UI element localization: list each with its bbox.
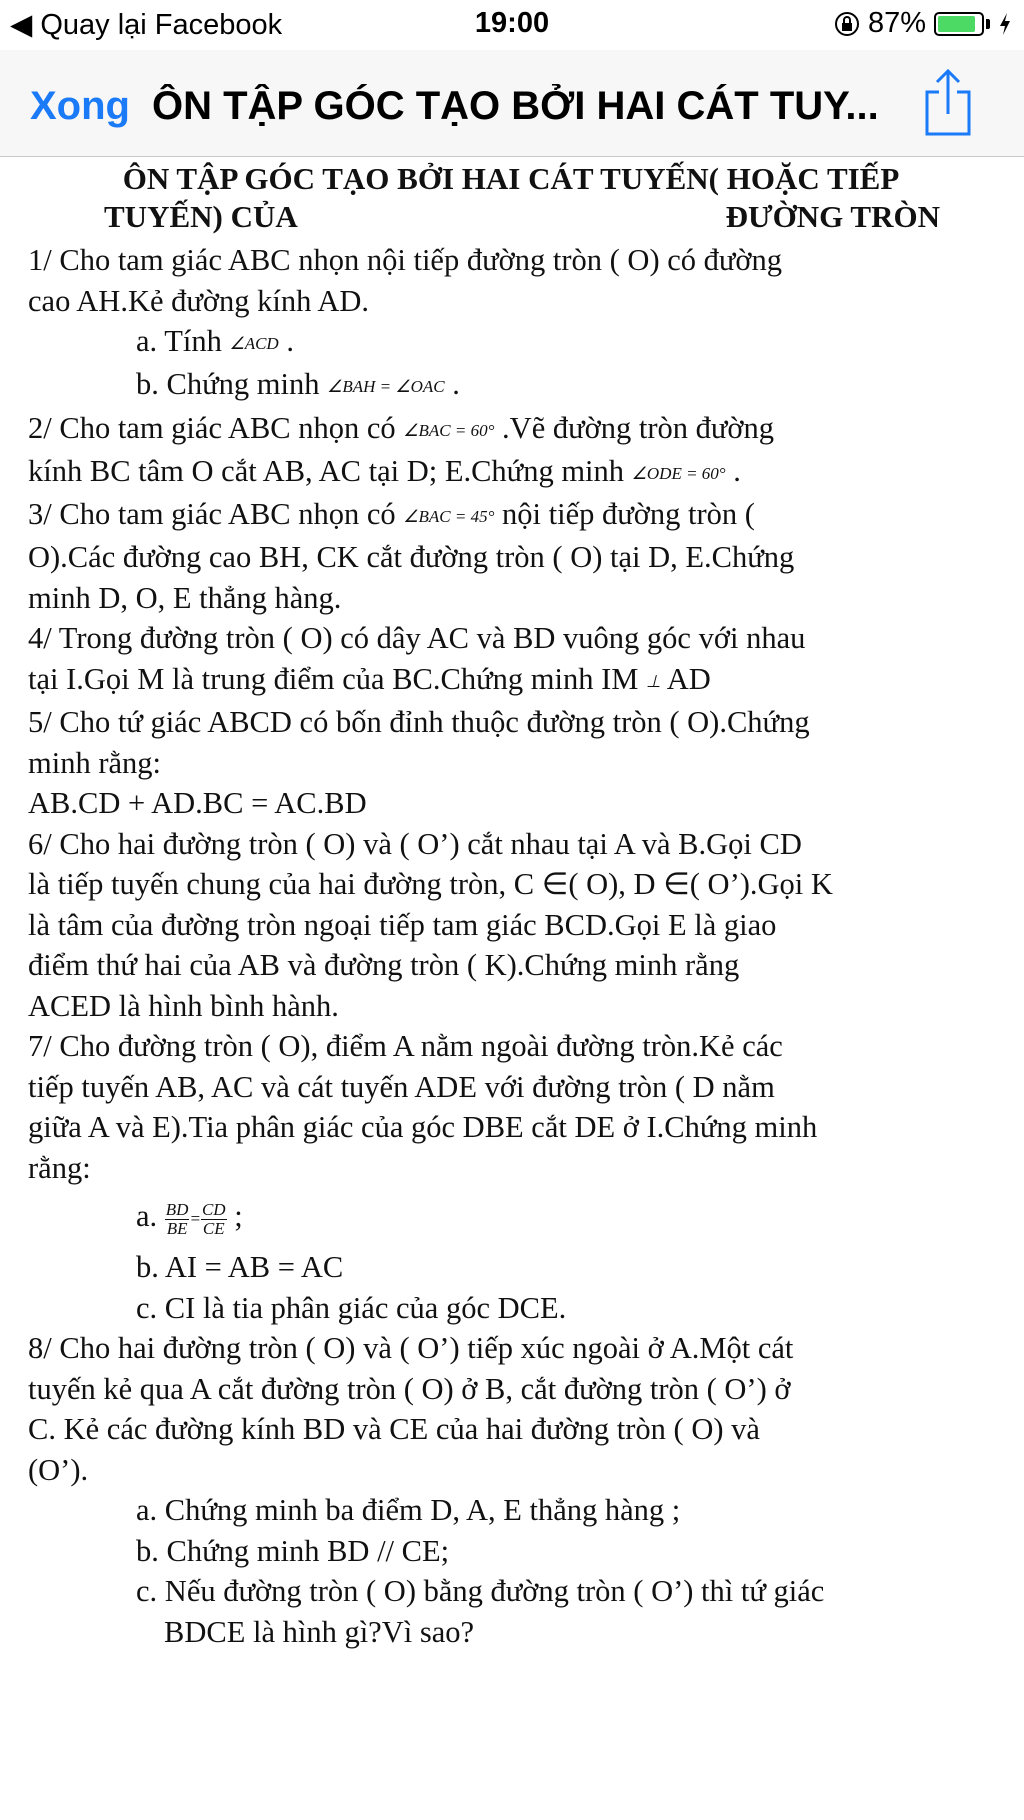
fraction-cd-ce: $\frac{CD}{CE}$ <box>201 1199 226 1238</box>
fraction-bd-be: $\frac{BD}{BE}$ <box>165 1199 189 1238</box>
status-right <box>834 7 1012 40</box>
problem-5: 5/ Cho tứ giác ABCD có bốn đỉnh thuộc đường tròn ( O).Chứng <box>28 705 810 739</box>
problem-4: 4/ Trong đường tròn ( O) có dây AC và BD vuông góc với nhau <box>28 621 806 656</box>
document-content: ÔN TẬP GÓC TẠO BỞI HAI CÁT TUYẾN( HOẶC TIẾP TUYẾN) CỦA ĐƯỜNG TRÒN 1/ Cho tam giác ABC nhọn nội tiếp đường tròn ( O) có đường cao AH.Kẻ đường kính AD. a. Tính ∠ACD . b. Chứng minh ∠BAH = ∠OAC . 2/ Cho tam giác ABC nhọn có ∠BAC = 60° .Vẽ đường tròn đường kính BC tâm O cắt AB, AC tại D; E.Chứng minh ∠ODE = 60° . 3/ Cho tam giác ABC nhọn có ∠BAC = 45° nội tiếp đường tròn ( O).Các đường cao BH, CK cắt đường tròn ( O) tại D, E.Chứng minh D, O, E thẳng hàng. 4/ Trong đường tròn ( O) có dây AC và BD vuông góc với nhau tại I.Gọi M là trung điểm của BC.Chứng minh IM ⊥ AD 5/ Cho tứ giác ABCD có bốn đỉnh thuộc đường tròn ( O).Chứng minh rằng: AB.CD + AD.BC = AC.BD 6/ Cho hai đường tròn ( O) và ( O’) cắt nhau tại A và B.Gọi CD là tiếp tuyến chung của hai đường tròn, C ∈( O), D ∈( O’).Gọi K là tâm của đường tròn ngoại tiếp tam giác BCD.Gọi E là giao điểm thứ hai của AB và đường tròn ( K).Chứng minh rằng ACED là hình bình hành. 7/ Cho đường tròn ( O), điểm A nằm ngoài đường tròn.Kẻ các tiếp tuyến AB, AC và cát tuyến ADE với đường tròn ( D nằm giữa A và E).Tia phân giác của góc DBE cắt DE ở I.Chứng minh rằng: a. $\frac{BD}{BE}$ = $\frac{CD}{CE}$ ; b. AI = AB = AC c. CI là tia phân giác của góc DCE. 8/ Cho hai đường tròn ( O) và ( O’) tiếp xúc ngoài ở A.Một cát tuyến kẻ qua A cắt đường tròn ( O) ở B, cắt đường tròn ( O’) ở C. Kẻ các đường kính BD và CE của hai đường tròn ( O) và (O’). a. Chứng minh ba điểm D, A, E thẳng hàng ; b. Chứng minh BD // CE; c. Nếu đường tròn ( O) bằng đường tròn ( O’) thì tứ giác BDCE là hình gì?Vì sao? <box>28 160 994 1652</box>
problem-2: 2/ Cho tam giác ABC nhọn có ∠BAC = 60° .Vẽ đường tròn đường <box>28 410 775 445</box>
orientation-lock-icon <box>834 11 860 37</box>
back-to-facebook-link[interactable]: ◀ Quay lại Facebook <box>10 9 283 41</box>
problem-3: 3/ Cho tam giác ABC nhọn có ∠BAC = 45° nội tiếp đường tròn ( <box>28 497 755 531</box>
problem-6: 6/ Cho hai đường tròn ( O) và ( O’) cắt nhau tại A và B.Gọi CD <box>28 826 802 861</box>
battery-percent: 87% <box>867 7 926 39</box>
problem-8: 8/ Cho hai đường tròn ( O) và ( O’) tiếp xúc ngoài ở A.Một cát <box>28 1331 794 1365</box>
nav-bar <box>0 50 1024 157</box>
page-title: ÔN TẬP GÓC TẠO BỞI HAI CÁT TUY... <box>152 84 879 128</box>
status-bar <box>0 0 1024 50</box>
share-icon[interactable] <box>921 68 975 138</box>
clock: 19:00 <box>474 7 550 39</box>
battery-icon <box>934 12 984 36</box>
problem-1: 1/ Cho tam giác ABC nhọn nội tiếp đường tròn ( O) có đường <box>28 243 783 277</box>
done-button[interactable]: Xong <box>30 84 130 128</box>
charging-icon <box>998 12 1012 36</box>
problem-7: 7/ Cho đường tròn ( O), điểm A nằm ngoài đường tròn.Kẻ các <box>28 1029 783 1063</box>
document-title: ÔN TẬP GÓC TẠO BỞI HAI CÁT TUYẾN( HOẶC TIẾP TUYẾN) CỦA ĐƯỜNG TRÒN <box>104 161 940 234</box>
